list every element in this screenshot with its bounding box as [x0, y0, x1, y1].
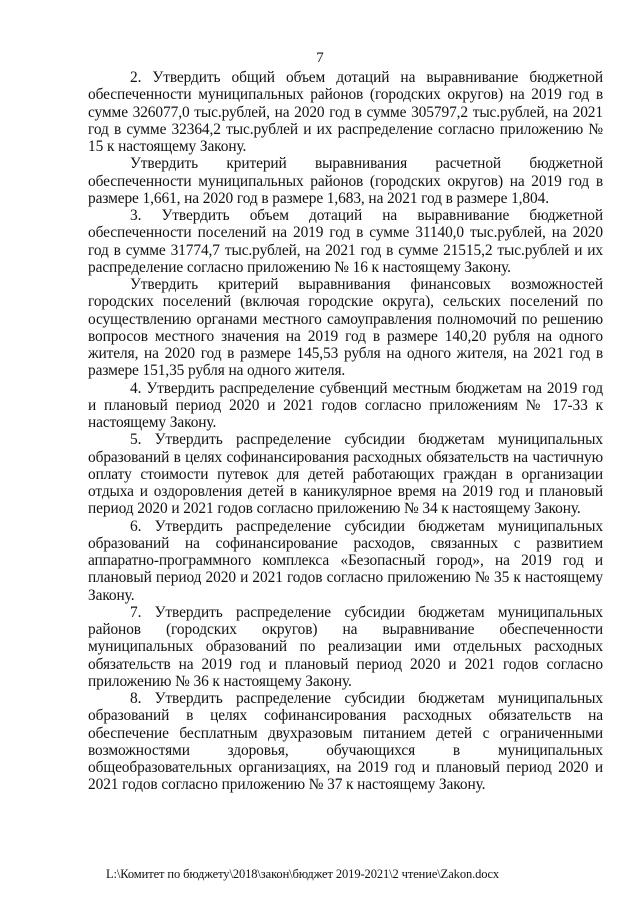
paragraph-item-3-settlements: 3. Утвердить объем дотаций на выравнивание бюджетной обеспеченности поселений на 2019 год в сумме 31140,0 тыс.рублей, на 2020 год в сумме 31774,7 тыс.рублей, на 2021 год в сумме 21515,2 тыс.рублей и их распределение согласно приложению № 16 к настоящему Закону.: [88, 207, 603, 276]
paragraph-item-5-child-rest: 5. Утвердить распределение субсидии бюджетам муниципальных образований в целях софинансирования расходных обязательств на частичную оплату стоимости путевок для детей работающих граждан в организации отдыха и оздоровления детей в каникулярное время на 2019 год и плановый период 2020 и 2021 годов согласно приложению № 34 к настоящему Закону.: [88, 431, 603, 518]
paragraph-item-2-dotations: 2. Утвердить общий объем дотаций на выравнивание бюджетной обеспеченности муниципальных районов (городских округов) на 2019 год в сумме 326077,0 тыс.рублей, на 2020 год в сумме 305797,2 тыс.рублей, на 2021 год в сумме 32364,2 тыс.рублей и их распределение согласно приложению № 15 к настоящему Закону.: [88, 69, 603, 155]
footer-file-path: L:\Комитет по бюджету\2018\закон\бюджет 2019-2021\2 чтение\Zakon.docx: [106, 867, 500, 881]
paragraph-item-6-safe-city: 6. Утвердить распределение субсидии бюджетам муниципальных образований на софинансирование расходов, связанных с развитием аппаратно-программного комплекса «Безопасный город», на 2019 год и плановый период 2020 и 2021 годов согласно приложению № 35 к настоящему Закону.: [88, 517, 603, 604]
document-body: [88, 69, 603, 794]
paragraph-criterion-districts: Утвердить критерий выравнивания расчетной бюджетной обеспеченности муниципальных районов (городских округов) на 2019 год в размере 1,661, на 2020 год в размере 1,683, на 2021 год в размере 1,804.: [88, 155, 603, 207]
paragraph-item-7-equalization: 7. Утвердить распределение субсидии бюджетам муниципальных районов (городских округов) на выравнивание обеспеченности муниципальных образований по реализации ими отдельных расходных обязательств на 2019 год и плановый период 2020 и 2021 годов согласно приложению № 36 к настоящему Закону.: [88, 603, 603, 690]
paragraph-item-8-meals: 8. Утвердить распределение субсидии бюджетам муниципальных образований в целях софинансирования расходных обязательств на обеспечение бесплатным двухразовым питанием детей с ограниченными возможностями здоровья, обучающихся в муниципальных общеобразовательных организациях, на 2019 год и плановый период 2020 и 2021 годов согласно приложению № 37 к настоящему Закону.: [88, 690, 603, 794]
page-number: 7: [316, 50, 324, 66]
paragraph-item-4-subventions: 4. Утвердить распределение субвенций местным бюджетам на 2019 год и плановый период 2020 и 2021 годов согласно приложениям № 17-33 к настоящему Закону.: [88, 379, 603, 431]
paragraph-criterion-settlements: Утвердить критерий выравнивания финансовых возможностей городских поселений (включая городские округа), сельских поселений по осуществлению органами местного самоуправления полномочий по решению вопросов местного значения на 2019 год в размере 140,20 рубля на одного жителя, на 2020 год в размере 145,53 рубля на одного жителя, на 2021 год в размере 151,35 рубля на одного жителя.: [88, 276, 603, 380]
